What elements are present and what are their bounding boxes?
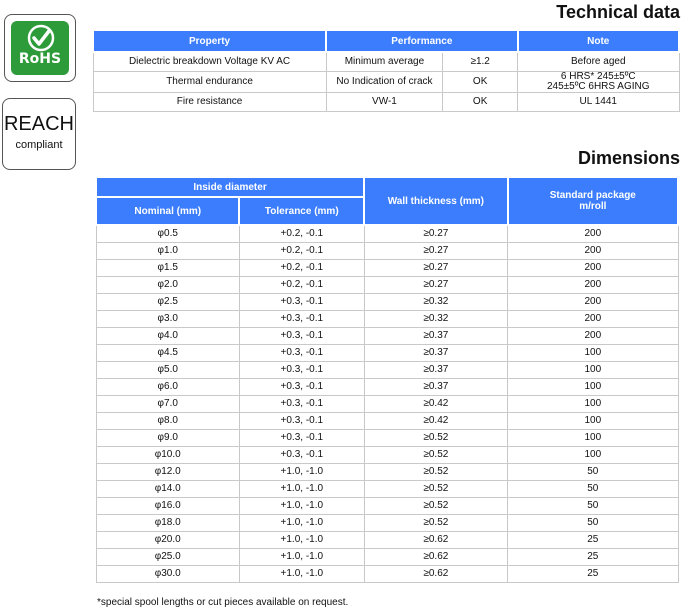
nominal-cell: φ16.0 <box>96 497 239 514</box>
tolerance-cell: +1.0, -1.0 <box>239 548 364 565</box>
tolerance-cell: +0.2, -0.1 <box>239 242 364 259</box>
rohs-label: RoHS <box>18 51 62 67</box>
nominal-cell: φ2.5 <box>96 293 239 310</box>
performance-value-cell: OK <box>443 71 518 92</box>
footnote: *special spool lengths or cut pieces available on request. <box>97 597 349 608</box>
wall-thickness-cell: ≥0.27 <box>364 259 508 276</box>
technical-data-table <box>92 29 680 112</box>
header-tolerance: Tolerance (mm) <box>239 197 364 225</box>
wall-thickness-cell: ≥0.27 <box>364 276 508 293</box>
dimension-row <box>96 514 678 531</box>
package-cell: 100 <box>508 361 678 378</box>
dimensions-body <box>96 225 678 582</box>
nominal-cell: φ3.0 <box>96 310 239 327</box>
nominal-cell: φ8.0 <box>96 412 239 429</box>
rohs-badge-background <box>11 21 69 75</box>
tolerance-cell: +1.0, -1.0 <box>239 531 364 548</box>
nominal-cell: φ1.5 <box>96 259 239 276</box>
header-package-line: Standard package <box>549 190 636 201</box>
header-nominal: Nominal (mm) <box>96 197 239 225</box>
tolerance-cell: +0.3, -0.1 <box>239 446 364 463</box>
performance-cell: No Indication of crack <box>326 71 443 92</box>
package-cell: 200 <box>508 327 678 344</box>
tolerance-cell: +0.3, -0.1 <box>239 310 364 327</box>
property-cell: Fire resistance <box>93 92 326 111</box>
package-cell: 100 <box>508 395 678 412</box>
performance-value-cell: ≥1.2 <box>443 52 518 71</box>
dimension-row <box>96 259 678 276</box>
nominal-cell: φ9.0 <box>96 429 239 446</box>
wall-thickness-cell: ≥0.32 <box>364 310 508 327</box>
note-cell <box>518 71 679 92</box>
wall-thickness-cell: ≥0.37 <box>364 344 508 361</box>
tolerance-cell: +0.3, -0.1 <box>239 412 364 429</box>
dimensions-heading: Dimensions <box>577 148 680 168</box>
nominal-cell: φ4.5 <box>96 344 239 361</box>
wall-thickness-cell: ≥0.52 <box>364 463 508 480</box>
wall-thickness-cell: ≥0.52 <box>364 446 508 463</box>
nominal-cell: φ12.0 <box>96 463 239 480</box>
package-cell: 25 <box>508 531 678 548</box>
package-cell: 200 <box>508 259 678 276</box>
package-cell: 100 <box>508 446 678 463</box>
nominal-cell: φ18.0 <box>96 514 239 531</box>
reach-subtitle: compliant <box>15 139 63 151</box>
tolerance-cell: +1.0, -1.0 <box>239 497 364 514</box>
dimension-row <box>96 565 678 582</box>
package-cell: 200 <box>508 225 678 242</box>
technical-row <box>93 52 679 71</box>
dimension-row <box>96 531 678 548</box>
tolerance-cell: +0.3, -0.1 <box>239 293 364 310</box>
header-performance: Performance <box>326 30 517 52</box>
header-package-line: m/roll <box>579 201 607 212</box>
tolerance-cell: +1.0, -1.0 <box>239 480 364 497</box>
note-line: Before aged <box>571 55 626 67</box>
tolerance-cell: +1.0, -1.0 <box>239 565 364 582</box>
wall-thickness-cell: ≥0.62 <box>364 531 508 548</box>
tolerance-cell: +1.0, -1.0 <box>239 514 364 531</box>
nominal-cell: φ30.0 <box>96 565 239 582</box>
tolerance-cell: +0.2, -0.1 <box>239 276 364 293</box>
note-line: 245±5ºC 6HRS AGING <box>547 80 650 92</box>
technical-data-heading: Technical data <box>556 2 680 22</box>
wall-thickness-cell: ≥0.52 <box>364 480 508 497</box>
nominal-cell: φ10.0 <box>96 446 239 463</box>
wall-thickness-cell: ≥0.52 <box>364 429 508 446</box>
dimension-row <box>96 395 678 412</box>
dimension-row <box>96 497 678 514</box>
performance-cell: VW-1 <box>326 92 443 111</box>
nominal-cell: φ2.0 <box>96 276 239 293</box>
dimension-row <box>96 463 678 480</box>
header-standard-package <box>508 177 678 225</box>
dimensions-table <box>95 176 679 583</box>
reach-title: REACH <box>3 113 74 135</box>
dimension-row <box>96 361 678 378</box>
dimension-row <box>96 242 678 259</box>
dimension-row <box>96 378 678 395</box>
dimension-row <box>96 225 678 242</box>
header-note: Note <box>518 30 679 52</box>
tolerance-cell: +0.3, -0.1 <box>239 344 364 361</box>
dimension-row <box>96 293 678 310</box>
rohs-badge <box>4 14 76 82</box>
wall-thickness-cell: ≥0.52 <box>364 497 508 514</box>
dimension-row <box>96 548 678 565</box>
tolerance-cell: +0.3, -0.1 <box>239 361 364 378</box>
package-cell: 25 <box>508 548 678 565</box>
header-wall-thickness: Wall thickness (mm) <box>364 177 508 225</box>
wall-thickness-cell: ≥0.27 <box>364 225 508 242</box>
wall-thickness-cell: ≥0.27 <box>364 242 508 259</box>
package-cell: 200 <box>508 276 678 293</box>
nominal-cell: φ14.0 <box>96 480 239 497</box>
tolerance-cell: +0.3, -0.1 <box>239 395 364 412</box>
dimensions-header-row <box>96 177 678 197</box>
tolerance-cell: +0.2, -0.1 <box>239 225 364 242</box>
package-cell: 50 <box>508 463 678 480</box>
package-cell: 50 <box>508 480 678 497</box>
wall-thickness-cell: ≥0.42 <box>364 412 508 429</box>
dimension-row <box>96 480 678 497</box>
wall-thickness-cell: ≥0.32 <box>364 293 508 310</box>
tolerance-cell: +1.0, -1.0 <box>239 463 364 480</box>
note-cell <box>518 52 679 71</box>
nominal-cell: φ0.5 <box>96 225 239 242</box>
tolerance-cell: +0.3, -0.1 <box>239 429 364 446</box>
tolerance-cell: +0.3, -0.1 <box>239 327 364 344</box>
package-cell: 50 <box>508 514 678 531</box>
dimension-row <box>96 276 678 293</box>
technical-row <box>93 71 679 92</box>
technical-row <box>93 92 679 111</box>
nominal-cell: φ20.0 <box>96 531 239 548</box>
nominal-cell: φ5.0 <box>96 361 239 378</box>
tolerance-cell: +0.2, -0.1 <box>239 259 364 276</box>
note-line: 6 HRS* 245±5ºC <box>560 70 636 82</box>
package-cell: 50 <box>508 497 678 514</box>
package-cell: 100 <box>508 344 678 361</box>
package-cell: 100 <box>508 378 678 395</box>
nominal-cell: φ4.0 <box>96 327 239 344</box>
wall-thickness-cell: ≥0.37 <box>364 378 508 395</box>
dimension-row <box>96 310 678 327</box>
wall-thickness-cell: ≥0.62 <box>364 548 508 565</box>
package-cell: 25 <box>508 565 678 582</box>
package-cell: 100 <box>508 412 678 429</box>
property-cell: Thermal endurance <box>93 71 326 92</box>
technical-header-row <box>93 30 679 52</box>
package-cell: 200 <box>508 293 678 310</box>
wall-thickness-cell: ≥0.52 <box>364 514 508 531</box>
header-inside-diameter: Inside diameter <box>96 177 364 197</box>
performance-value-cell: OK <box>443 92 518 111</box>
dimension-row <box>96 327 678 344</box>
note-cell <box>518 92 679 111</box>
note-line: UL 1441 <box>579 95 617 107</box>
wall-thickness-cell: ≥0.62 <box>364 565 508 582</box>
wall-thickness-cell: ≥0.37 <box>364 327 508 344</box>
dimension-row <box>96 446 678 463</box>
package-cell: 200 <box>508 310 678 327</box>
nominal-cell: φ6.0 <box>96 378 239 395</box>
header-property: Property <box>93 30 326 52</box>
performance-cell: Minimum average <box>326 52 443 71</box>
package-cell: 200 <box>508 242 678 259</box>
wall-thickness-cell: ≥0.42 <box>364 395 508 412</box>
wall-thickness-cell: ≥0.37 <box>364 361 508 378</box>
tolerance-cell: +0.3, -0.1 <box>239 378 364 395</box>
reach-badge <box>2 98 76 170</box>
dimension-row <box>96 412 678 429</box>
package-cell: 100 <box>508 429 678 446</box>
nominal-cell: φ25.0 <box>96 548 239 565</box>
dimension-row <box>96 344 678 361</box>
checkmark-icon <box>26 23 56 53</box>
property-cell: Dielectric breakdown Voltage KV AC <box>93 52 326 71</box>
dimension-row <box>96 429 678 446</box>
nominal-cell: φ7.0 <box>96 395 239 412</box>
nominal-cell: φ1.0 <box>96 242 239 259</box>
